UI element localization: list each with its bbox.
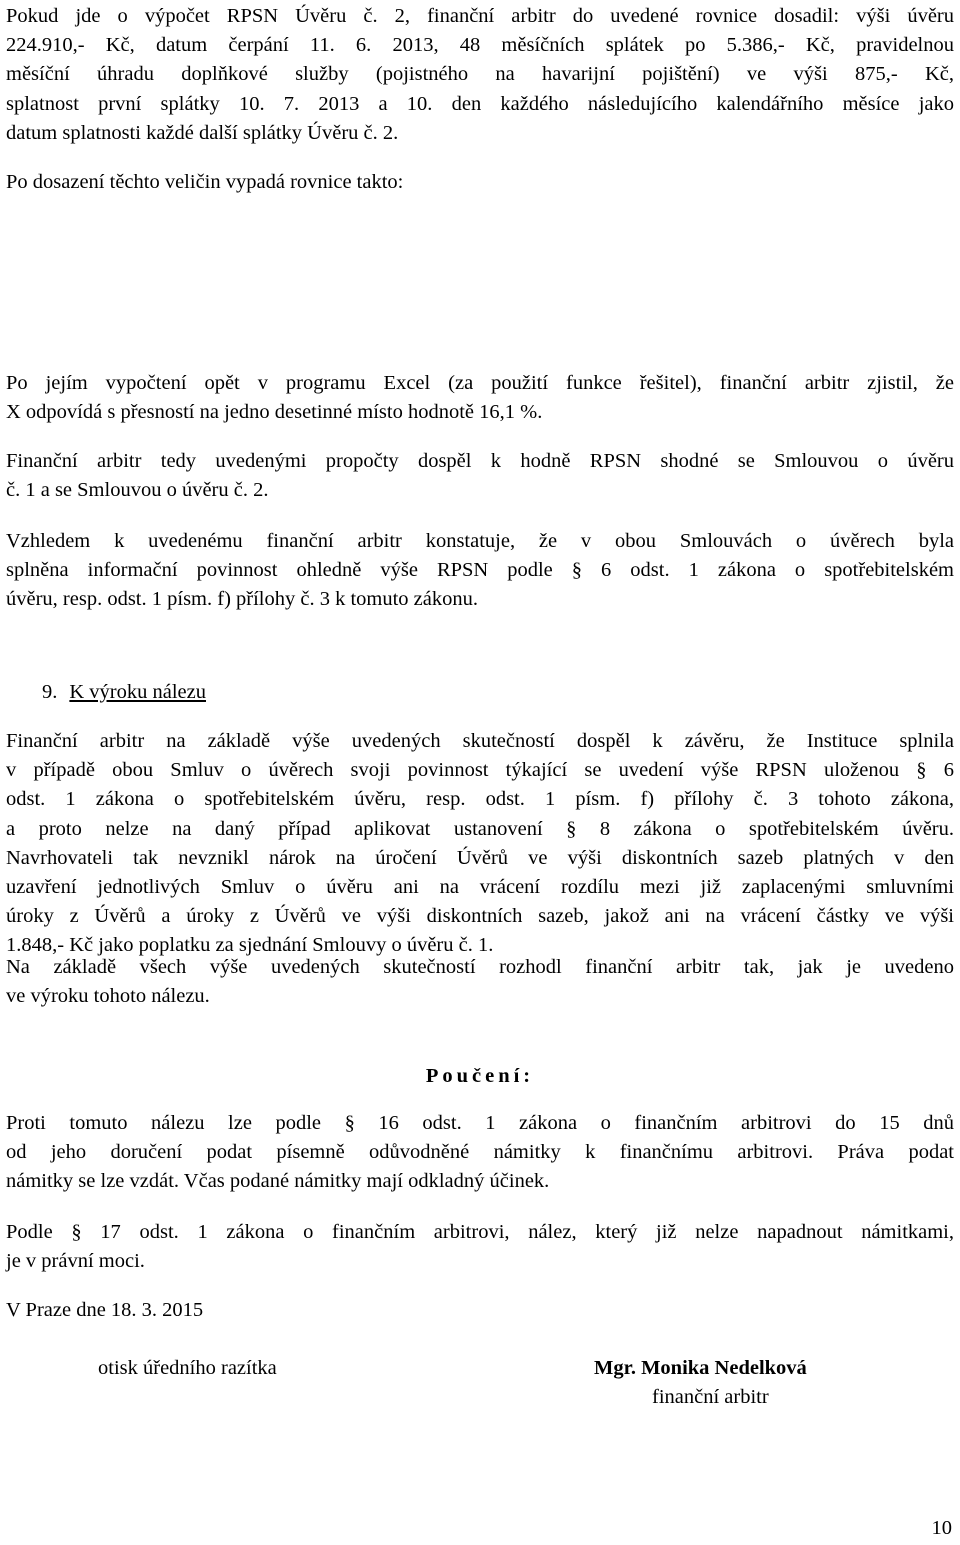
paragraph-legal-force bbox=[6, 1218, 954, 1276]
signer-name: Mgr. Monika Nedelková bbox=[594, 1357, 807, 1379]
text-line: Podle § 17 odst. 1 zákona o finančním arbitrovi, nález, který již nelze napadnout námitkami, bbox=[6, 1221, 954, 1243]
date-line: V Praze dne 18. 3. 2015 bbox=[6, 1299, 204, 1321]
text-line: Na základě všech výše uvedených skutečností rozhodl finanční arbitr tak, jak je uvedeno bbox=[6, 956, 954, 978]
text-line: Pokud jde o výpočet RPSN Úvěru č. 2, finanční arbitr do uvedené rovnice dosadil: výši úvěru bbox=[6, 5, 954, 27]
section-number: 9. bbox=[42, 681, 58, 703]
text-line: Finanční arbitr tedy uvedenými propočty dospěl k hodně RPSN shodné se Smlouvou o úvěru bbox=[6, 450, 954, 472]
paragraph-decision bbox=[6, 953, 954, 1011]
page-number: 10 bbox=[931, 1517, 952, 1539]
stamp-placeholder: otisk úředního razítka bbox=[98, 1357, 277, 1379]
text-line: Po jejím vypočtení opět v programu Excel (za použití funkce řešitel), finanční arbitr zjistil, že bbox=[6, 372, 954, 394]
text-line: v případě obou Smluv o úvěrech svoji povinnost týkající se uvedení výše RPSN uloženou § 6 bbox=[6, 759, 954, 782]
text-line: je v právní moci. bbox=[6, 1250, 145, 1273]
text-line: od jeho doručení podat písemně odůvodněné námitky k finančnímu arbitrovi. Práva podat bbox=[6, 1141, 954, 1164]
text-line: splatnost první splátky 10. 7. 2013 a 10. den každého následujícího kalendářního měsíce jako bbox=[6, 92, 954, 115]
paragraph-rpsn-match bbox=[6, 447, 954, 505]
signer-role: finanční arbitr bbox=[652, 1386, 769, 1408]
text-line: a proto nelze na daný případ aplikovat ustanovení § 8 zákona o spotřebitelském úvěru. bbox=[6, 817, 954, 840]
instruction-heading: Poučení: bbox=[425, 1065, 535, 1087]
section-heading-verdict bbox=[42, 678, 206, 707]
text-line: X odpovídá s přesností na jedno desetinné místo hodnotě 16,1 %. bbox=[6, 401, 543, 424]
text-line: Navrhovateli tak nevznikl nárok na úročení Úvěrů ve výši diskontních sazeb platných v den bbox=[6, 846, 954, 869]
paragraph-rpsn-calculation bbox=[6, 2, 954, 148]
text-line: č. 1 a se Smlouvou o úvěru č. 2. bbox=[6, 479, 269, 502]
text-line: měsíční úhradu doplňkové služby (pojistného na havarijní pojištění) ve výši 875,- Kč, bbox=[6, 63, 954, 86]
signature-block bbox=[594, 1354, 807, 1412]
text-line: Proti tomuto nálezu lze podle § 16 odst. 1 zákona o finančním arbitrovi do 15 dnů bbox=[6, 1112, 954, 1134]
text-line: 1.848,- Kč jako poplatku za sjednání Smlouvy o úvěru č. 1. bbox=[6, 934, 494, 957]
section-title: K výroku nálezu bbox=[69, 681, 206, 703]
text-line: úroky z Úvěrů a úroky z Úvěrů ve výši diskontních sazeb, jakož ani na vrácení částky ve výši bbox=[6, 905, 954, 928]
paragraph-information-duty bbox=[6, 527, 954, 615]
text-line: úvěru, resp. odst. 1 písm. f) přílohy č. 3 k tomuto zákonu. bbox=[6, 588, 479, 611]
text-line: 224.910,- Kč, datum čerpání 11. 6. 2013, 48 měsíčních splátek po 5.386,- Kč, pravidelnou bbox=[6, 34, 954, 57]
paragraph-objection-rights bbox=[6, 1109, 954, 1197]
paragraph-equation-intro: Po dosazení těchto veličin vypadá rovnice takto: bbox=[6, 171, 404, 193]
text-line: datum splatnosti každé další splátky Úvěru č. 2. bbox=[6, 121, 399, 144]
text-line: námitky se lze vzdát. Včas podané námitky mají odkladný účinek. bbox=[6, 1170, 550, 1193]
text-line: Finanční arbitr na základě výše uvedených skutečností dospěl k závěru, že Instituce splnila bbox=[6, 730, 954, 752]
paragraph-verdict-reasoning bbox=[6, 727, 954, 961]
paragraph-excel-result bbox=[6, 369, 954, 427]
text-line: odst. 1 zákona o spotřebitelském úvěru, resp. odst. 1 písm. f) přílohy č. 3 tohoto zákona, bbox=[6, 788, 954, 811]
text-line: ve výroku tohoto nálezu. bbox=[6, 985, 210, 1008]
text-line: uzavření jednotlivých Smluv o úvěru ani na vrácení rozdílu mezi již zaplacenými smluvními bbox=[6, 876, 954, 899]
text-line: Vzhledem k uvedenému finanční arbitr konstatuje, že v obou Smlouvách o úvěrech byla bbox=[6, 530, 954, 552]
text-line: splněna informační povinnost ohledně výše RPSN podle § 6 odst. 1 zákona o spotřebitelském bbox=[6, 559, 954, 582]
